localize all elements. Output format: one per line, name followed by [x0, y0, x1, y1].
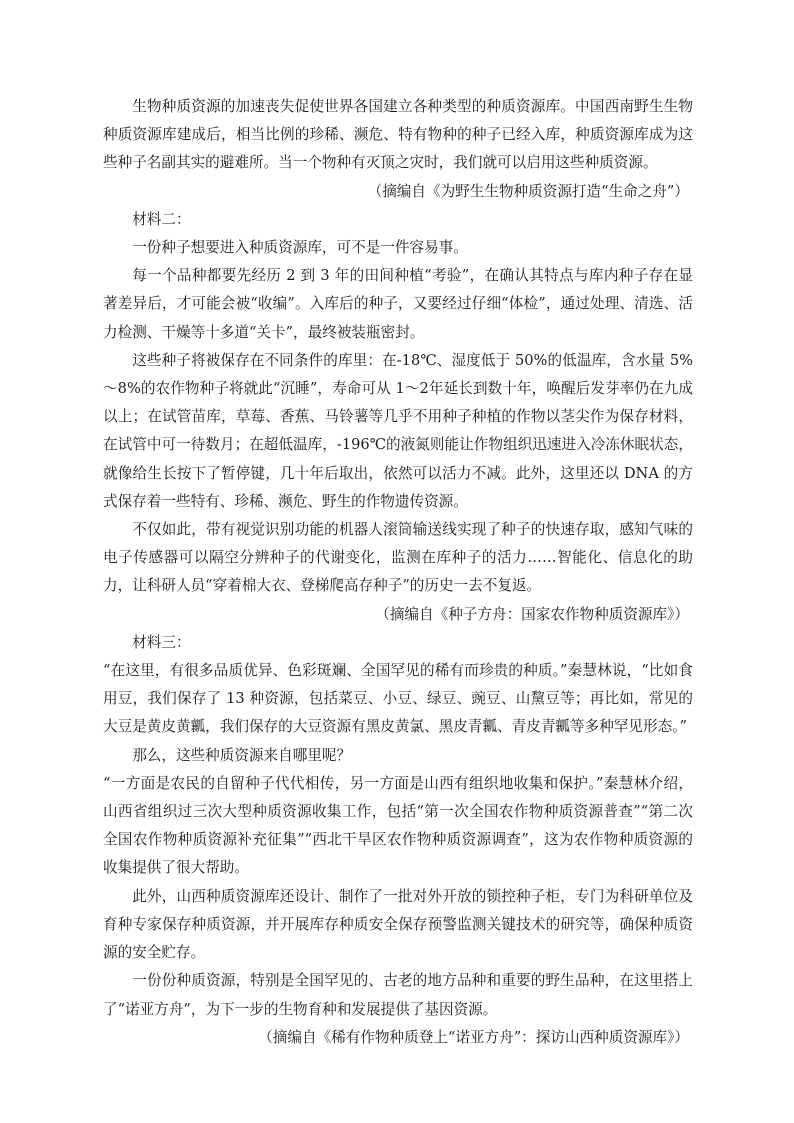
paragraph-8: “一方面是农民的自留种子代代相传，另一方面是山西有组织地收集和保护。”秦慧林介绍，山西省组织过三次大型种质资源收集工作，包括“第一次全国农作物种质资源普查”“第二次全国农作物种质资源补充征集”“西北干旱区农作物种质资源调查”，这为农作物种质资源的收集提供了很大帮助。 — [103, 774, 693, 877]
section-heading-material-2: 材料二： — [132, 210, 191, 228]
source-citation-3: （摘编自《稀有作物种质登上“诺亚方舟”：探访山西种质资源库》） — [258, 1028, 689, 1046]
paragraph-1: 生物种质资源的加速丧失促使世界各国建立各种类型的种质资源库。中国西南野生生物种质资源库建成后，相当比例的珍稀、濒危、特有物种的种子已经入库，种质资源库成为这些种子名副其实的避难所。当一个物种有灭顶之灾时，我们就可以启用这些种质资源。 — [103, 98, 693, 172]
paragraph-4: 这些种子将被保存在不同条件的库里：在-18℃、湿度低于 50%的低温库，含水量 5%～8%的农作物种子将就此“沉睡”，寿命可从 1～2年延长到数十年，唤醒后发芽率仍在九成以上；在试管苗库，草莓、香蕉、马铃薯等几乎不用种子种植的作物以茎尖作为保存材料，在试管中可一待数月；在超低温库，-196℃的液氮则能让作物组织迅速进入冷冻休眠状态，就像给生长按下了暂停键，几十年后取出，依然可以活力不减。此外，这里还以 DNA 的方式保存着一些特有、珍稀、濒危、野生的作物遗传资源。 — [103, 351, 693, 510]
paragraph-10: 一份份种质资源，特别是全国罕见的、古老的地方品种和重要的野生品种，在这里搭上了“诺亚方舟”，为下一步的生物育种和发展提供了基因资源。 — [103, 972, 693, 1018]
paragraph-5: 不仅如此，带有视觉识别功能的机器人滚筒输送线实现了种子的快速存取，感知气味的电子传感器可以隔空分辨种子的代谢变化，监测在库种子的活力……智能化、信息化的助力，让科研人员“穿着棉大衣、登梯爬高存种子”的历史一去不复返。 — [103, 521, 693, 595]
paragraph-2: 一份种子想要进入种质资源库，可不是一件容易事。 — [132, 239, 468, 257]
document-page — [103, 93, 693, 1052]
paragraph-9: 此外，山西种质资源库还设计、制作了一批对外开放的锁控种子柜，专门为科研单位及育种专家保存种质资源，并开展库存种质安全保存预警监测关键技术的研究等，确保种质资源的安全贮存。 — [103, 887, 693, 962]
paragraph-6: “在这里，有很多品质优异、色彩斑斓、全国罕见的稀有而珍贵的种质。”秦慧林说，“比如食用豆，我们保存了 13 种资源，包括菜豆、小豆、绿豆、豌豆、山黧豆等；再比如，常见的大豆是黄皮黄瓤，我们保存的大豆资源有黑皮黄氯、黑皮青瓤、青皮青瓤等多种罕见形态。” — [103, 662, 693, 736]
section-heading-material-3: 材料三： — [132, 633, 191, 651]
paragraph-3: 每一个品种都要先经历 2 到 3 年的田间种植“考验”，在确认其特点与库内种子存在显著差异后，才可能会被“收编”。入库后的种子，又要经过仔细“体检”，通过处理、清选、活力检测、干燥等十多道“关卡”，最终被装瓶密封。 — [103, 267, 693, 341]
source-citation-2: （摘编自《种子方舟：国家农作物种质资源库》） — [375, 605, 689, 623]
source-citation-1: （摘编自《为野生生物种质资源打造“生命之舟”） — [367, 182, 689, 200]
paragraph-7: 那么，这些种质资源来自哪里呢？ — [132, 746, 352, 764]
